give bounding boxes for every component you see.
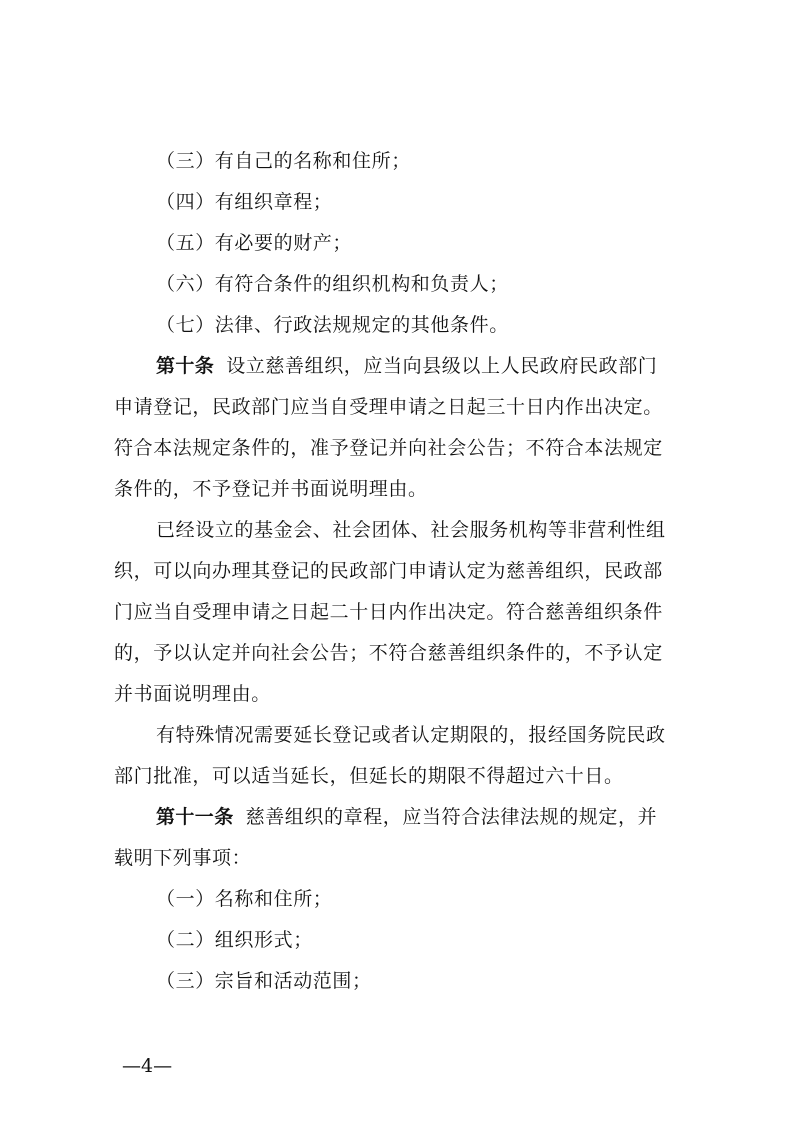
list-item: （三）宗旨和活动范围；	[156, 970, 372, 992]
article-10-line: 申请登记，民政部门应当自受理申请之日起三十日内作出决定。	[114, 396, 663, 418]
article-10-line: 符合本法规定条件的，准予登记并向社会公告；不符合本法规定	[114, 437, 663, 459]
article-10-text: 设立慈善组织，应当向县级以上人民政府民政部门	[226, 355, 658, 377]
article-10-heading: 第十条	[156, 355, 215, 377]
list-item: （二）组织形式；	[156, 929, 313, 951]
article-10-line	[156, 347, 704, 385]
article-10-para2-line: 门应当自受理申请之日起二十日内作出决定。符合慈善组织条件	[114, 601, 663, 623]
list-item: （四）有组织章程；	[156, 191, 333, 213]
article-11-line	[156, 798, 704, 836]
article-10-para2-line: 已经设立的基金会、社会团体、社会服务机构等非营利性组	[156, 519, 666, 541]
list-item: （六）有符合条件的组织机构和负责人；	[156, 273, 509, 295]
article-11-text: 慈善组织的章程，应当符合法律法规的规定，并	[245, 806, 658, 828]
article-10-line: 条件的，不予登记并书面说明理由。	[114, 478, 428, 500]
list-item: （五）有必要的财产；	[156, 232, 353, 254]
article-10-para3-line: 部门批准，可以适当延长，但延长的期限不得超过六十日。	[114, 765, 624, 787]
article-11-line: 载明下列事项：	[114, 847, 252, 869]
article-10-para2-line: 并书面说明理由。	[114, 683, 271, 705]
article-10-para3-line: 有特殊情况需要延长登记或者认定期限的，报经国务院民政	[156, 724, 666, 746]
article-11-heading: 第十一条	[156, 806, 234, 828]
list-item: （三）有自己的名称和住所；	[156, 150, 411, 172]
page-number: —4—	[122, 1055, 173, 1077]
article-10-para2-line: 的，予以认定并向社会公告；不符合慈善组织条件的，不予认定	[114, 642, 663, 664]
list-item: （一）名称和住所；	[156, 888, 333, 910]
list-item: （七）法律、行政法规规定的其他条件。	[156, 314, 509, 336]
article-10-para2-line: 织，可以向办理其登记的民政部门申请认定为慈善组织，民政部	[114, 560, 663, 582]
